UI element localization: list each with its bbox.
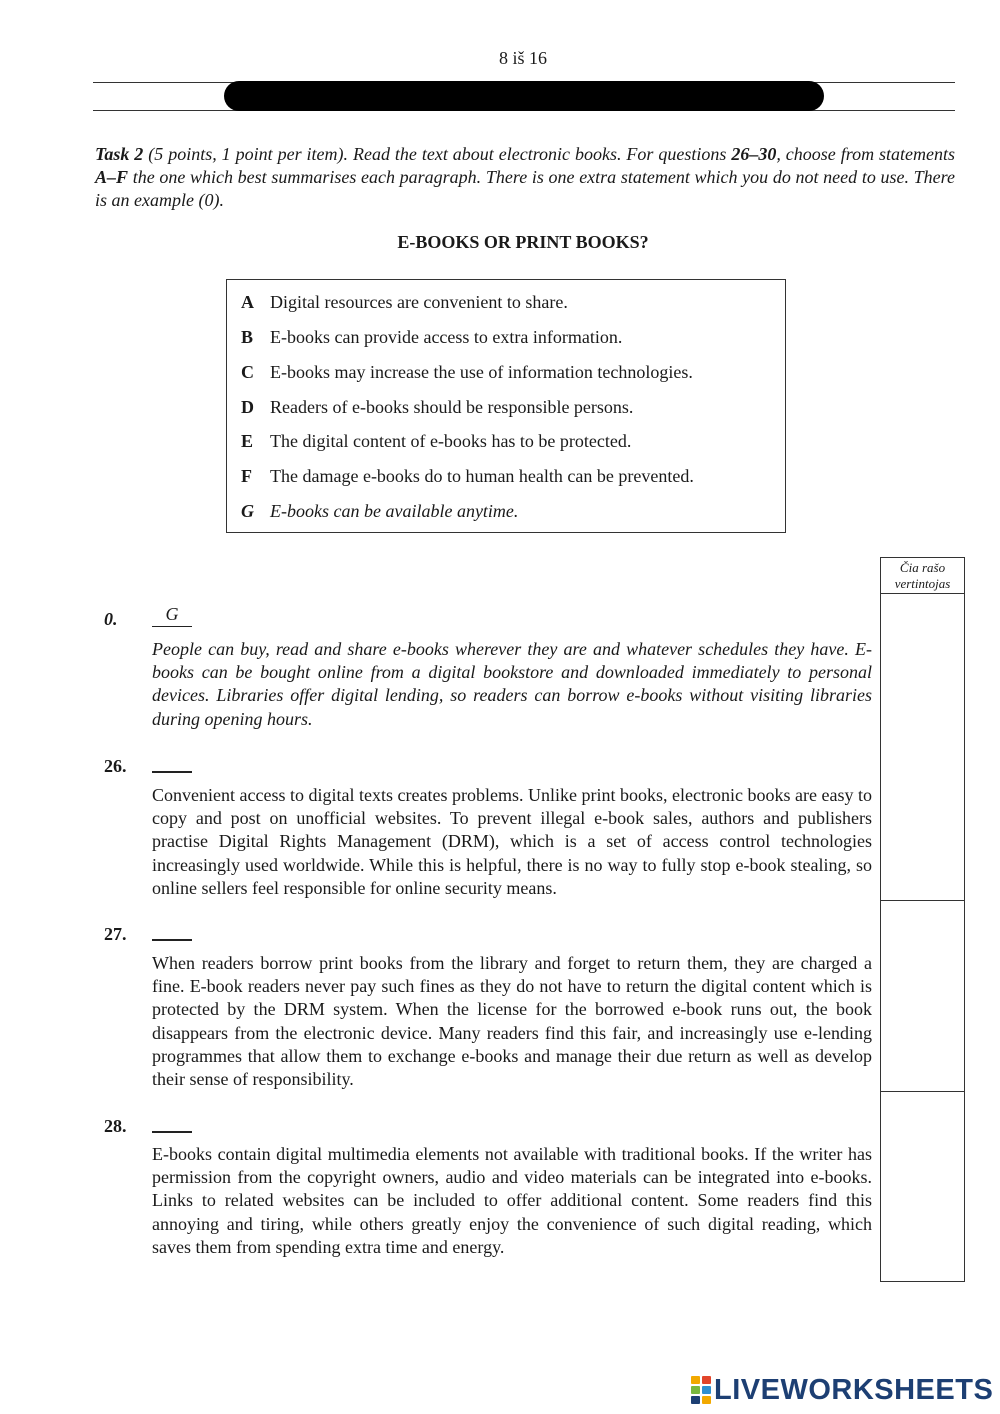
statements-box bbox=[226, 279, 786, 533]
task-points: (5 points, 1 point per item). bbox=[148, 144, 349, 164]
task-text-1: Read the text about electronic books. For questions bbox=[352, 144, 727, 164]
task-text-3: the one which best summarises each paragraph. There is one extra statement which you do not need to use. There is an example (0). bbox=[95, 167, 955, 210]
task-letters: A–F bbox=[95, 167, 129, 187]
liveworksheets-logo-text: LIVEWORKSHEETS bbox=[714, 1373, 994, 1406]
examiner-score-box-26[interactable] bbox=[880, 593, 965, 901]
statement-c bbox=[241, 361, 693, 383]
examiner-label-line2: vertintojas bbox=[894, 576, 951, 591]
statement-letter: F bbox=[241, 466, 252, 486]
liveworksheets-logo bbox=[691, 1374, 993, 1406]
statement-text: E-books can provide access to extra information. bbox=[270, 327, 623, 347]
examiner-score-box-27[interactable] bbox=[880, 900, 965, 1092]
statement-letter: B bbox=[241, 327, 254, 347]
statement-text: Digital resources are convenient to share. bbox=[270, 292, 568, 312]
statement-letter: C bbox=[241, 362, 254, 382]
paragraph-28: E-books contain digital multimedia elements not available with traditional books. If the writer has permission from the copyright owners, audio and video materials can be integrated into e-books. Links to related websites can be included to offer additional content. Some readers find this annoying and tiring, while others greatly enjoy the convenience of such digital reading, which saves them from spending extra time and energy. bbox=[152, 1144, 872, 1257]
statement-text: E-books may increase the use of information technologies. bbox=[270, 362, 693, 382]
statement-b bbox=[241, 326, 622, 348]
statement-text: The digital content of e-books has to be protected. bbox=[270, 431, 632, 451]
task-range: 26–30 bbox=[731, 144, 777, 164]
statement-text: The damage e-books do to human health can be prevented. bbox=[270, 466, 694, 486]
liveworksheets-logo-icon bbox=[691, 1376, 711, 1404]
page-title: E-BOOKS OR PRINT BOOKS? bbox=[397, 232, 649, 252]
task-instruction bbox=[95, 143, 955, 212]
statement-e bbox=[241, 430, 631, 452]
paragraph-0: People can buy, read and share e-books wherever they are and whatever schedules they have. E-books can be bought online from a digital bookstore and downloaded immediately to personal devices. Libraries offer digital lending, so readers can borrow e-books without visiting libraries during opening hours. bbox=[152, 639, 872, 729]
question-number-28: 28. bbox=[104, 1116, 127, 1136]
answer-field-0: G bbox=[152, 605, 192, 627]
answer-field-27[interactable] bbox=[152, 919, 192, 941]
statement-letter: D bbox=[241, 397, 254, 417]
statement-letter: G bbox=[241, 501, 254, 521]
paragraph-27: When readers borrow print books from the library and forget to return them, they are charged a fine. E-book readers never pay such fines as they do not have to return the digital content which is protected by the DRM system. When the license for the borrowed e-book runs out, the book disappears from the electronic device. Many readers find this fair, and increasingly use e-lending programmes that allow them to exchange e-books and manage their due return as well as develop their sense of responsibility. bbox=[152, 953, 872, 1090]
statement-letter: A bbox=[241, 292, 254, 312]
task-text-2: , choose from statements bbox=[776, 144, 956, 164]
page-number: 8 iš 16 bbox=[498, 48, 547, 68]
statement-g bbox=[241, 500, 518, 522]
statement-letter: E bbox=[241, 431, 254, 451]
statement-d bbox=[241, 396, 633, 418]
question-number-27: 27. bbox=[104, 924, 127, 944]
statement-f bbox=[241, 465, 694, 487]
paragraph-26: Convenient access to digital texts creates problems. Unlike print books, electronic books are easy to copy and post on unofficial websites. To prevent illegal e-book sales, authors and publishers practise Digital Rights Management (DRM), which is a set of access control technologies increasingly used worldwide. While this is helpful, there is no way to fully stop e-book stealing, so online sellers feel responsible for online security means. bbox=[152, 785, 872, 898]
statement-text: E-books can be available anytime. bbox=[270, 501, 519, 521]
task-label: Task 2 bbox=[95, 144, 144, 164]
question-number-0: 0. bbox=[104, 609, 118, 629]
examiner-score-box-28[interactable] bbox=[880, 1091, 965, 1282]
answer-field-28[interactable] bbox=[152, 1111, 192, 1133]
statement-text: Readers of e-books should be responsible persons. bbox=[270, 397, 634, 417]
answer-field-26[interactable] bbox=[152, 751, 192, 773]
question-number-26: 26. bbox=[104, 756, 127, 776]
examiner-column-header bbox=[880, 557, 965, 594]
redaction-mark bbox=[224, 81, 824, 111]
examiner-label-line1: Čia rašo bbox=[899, 560, 946, 575]
statement-a bbox=[241, 291, 568, 313]
